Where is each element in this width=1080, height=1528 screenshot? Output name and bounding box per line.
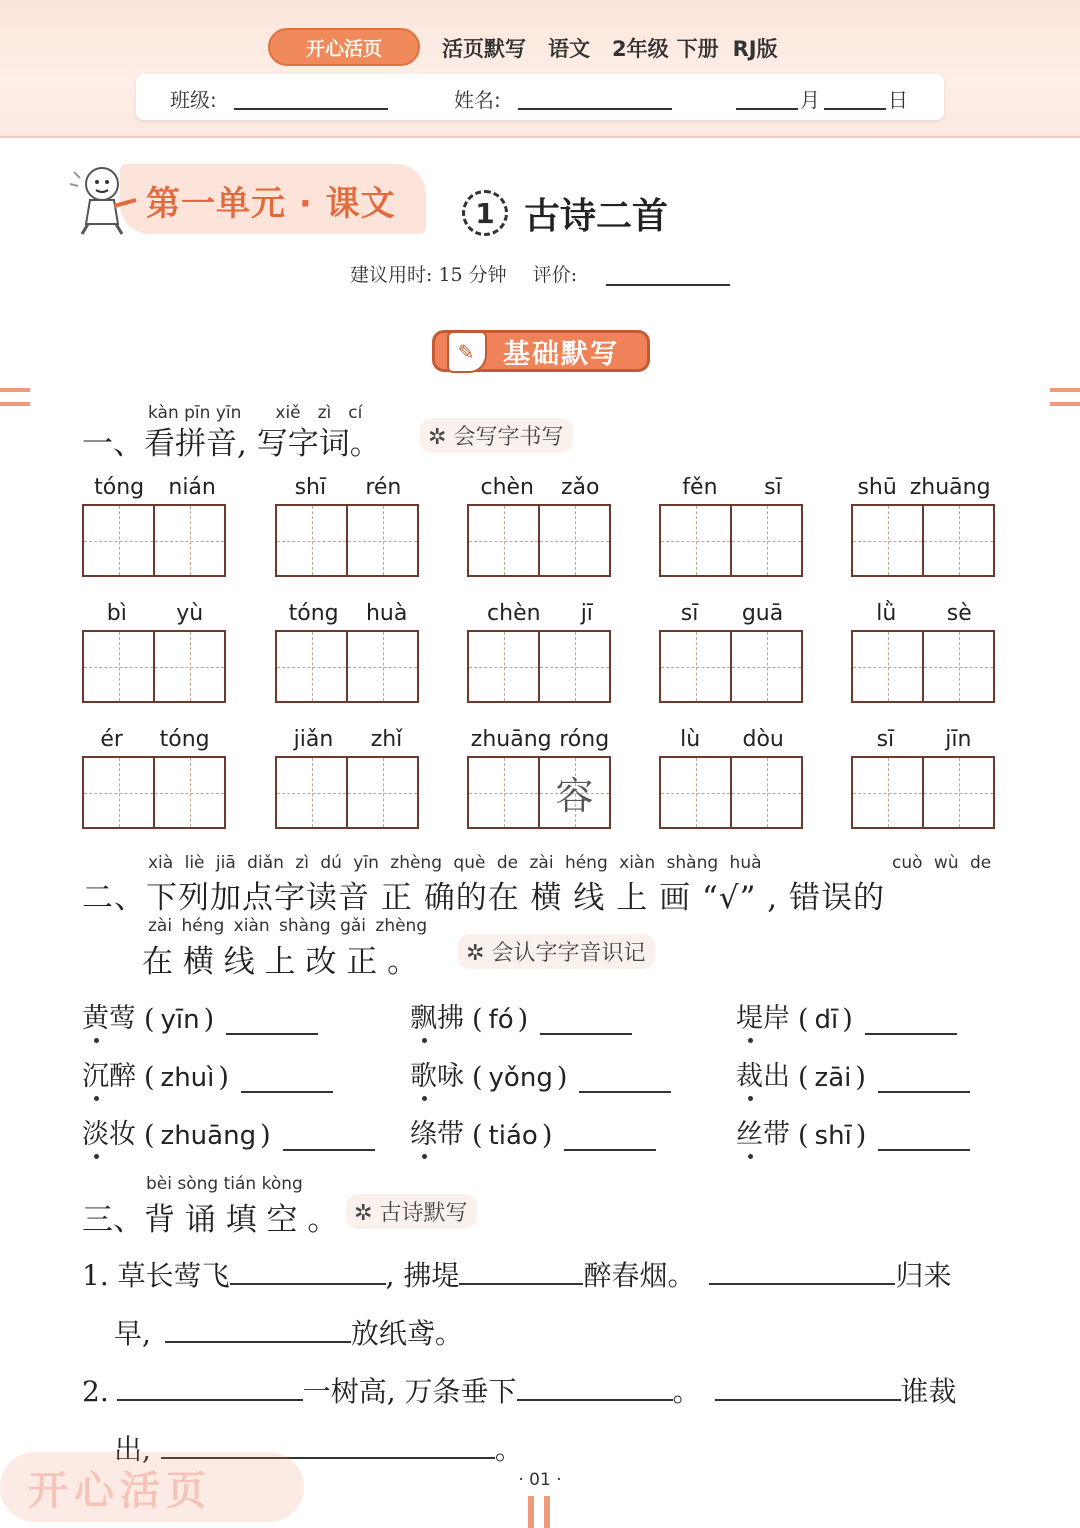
paren-open: ( [472, 1004, 483, 1035]
lesson-title: 古诗二首 [524, 196, 669, 237]
class-label: 班级: [170, 88, 217, 112]
pinyin-syllable: ér [100, 726, 123, 752]
paren-close: ) [855, 1120, 867, 1151]
item-word [82, 1054, 136, 1093]
item-word-text: 淡妆 [82, 1119, 136, 1150]
pinyin-syllable: tóng [94, 474, 145, 500]
writing-box[interactable] [659, 504, 732, 577]
poem-2-blank-2[interactable] [517, 1377, 673, 1401]
watermark-logo: 开心活页 [0, 1452, 304, 1522]
item-pinyin: yǒng [488, 1063, 553, 1093]
emphasis-dot [748, 1096, 753, 1101]
pinyin-syllable: jīn [945, 726, 972, 752]
section-badge-label: 基础默写 [503, 338, 619, 370]
emphasis-dot [422, 1096, 427, 1101]
pinyin-syllable: sī [764, 474, 782, 500]
word-cell [467, 598, 613, 703]
item-word [82, 996, 136, 1035]
emphasis-dot [94, 1096, 99, 1101]
pinyin-syllable: lù [680, 726, 701, 752]
eval-field[interactable] [606, 284, 730, 286]
day-label: 日 [888, 88, 908, 112]
item-pinyin: yīn [160, 1005, 200, 1035]
part1-pinyin: kàn pīn yīn xiě zì cí [148, 403, 363, 423]
item-word-text: 丝带 [736, 1119, 790, 1150]
emphasis-dot [422, 1154, 427, 1159]
word-pinyin [275, 472, 421, 502]
pronunciation-item [736, 1054, 970, 1093]
pinyin-syllable: zǎo [561, 474, 600, 500]
writing-box[interactable] [538, 504, 611, 577]
pronunciation-item [410, 1054, 671, 1093]
word-cell [467, 724, 613, 829]
pinyin-syllable: guā [741, 600, 784, 626]
month-label: 月 [800, 88, 820, 112]
lesson-number-badge: 1 [462, 190, 508, 236]
paren-open: ( [798, 1120, 809, 1151]
paren-close: ) [260, 1120, 271, 1151]
page-number: · 01 · [518, 1470, 562, 1490]
answer-line[interactable] [226, 1009, 318, 1035]
poem-1b-text-b: 放纸鸢。 [350, 1317, 463, 1350]
paren-open: ( [798, 1004, 809, 1035]
pinyin-syllable: lǜ [876, 600, 897, 626]
word-cell [467, 472, 613, 577]
poem-1b-text-a: 早, [114, 1317, 151, 1350]
word-cell [82, 472, 228, 577]
pronunciation-item [736, 1112, 970, 1151]
poem-1-text-a: 1. 草长莺飞 [82, 1259, 230, 1292]
item-word-text: 黄莺 [82, 1003, 136, 1034]
item-pinyin: zhuì [160, 1063, 215, 1093]
paren-close: ) [556, 1062, 568, 1093]
writing-box[interactable] [346, 630, 419, 703]
item-word-text: 绦带 [410, 1119, 464, 1150]
emphasis-dot [748, 1154, 753, 1159]
pinyin-syllable: chèn [480, 474, 535, 500]
poem-1-text-b: , 拂堤 [385, 1259, 460, 1292]
word-pinyin [82, 598, 228, 628]
pinyin-syllable: jiǎn [293, 726, 334, 752]
pinyin-syllable: fěn [682, 474, 718, 500]
paren-close: ) [541, 1120, 553, 1151]
item-word [736, 1054, 790, 1093]
term: 下册 [676, 37, 719, 61]
part2-heading-line2: 在 横 线 上 改 正 。 [142, 944, 419, 980]
item-word [736, 996, 790, 1035]
writing-box[interactable] [922, 756, 995, 829]
pinyin-syllable: huà [365, 600, 408, 626]
word-pinyin [82, 724, 228, 754]
emphasis-dot [422, 1038, 427, 1043]
item-word-text: 堤岸 [736, 1003, 790, 1034]
brand-logo [268, 28, 420, 66]
writing-box[interactable] [82, 504, 155, 577]
pencil-note-icon: ✎ [447, 331, 487, 373]
binding-mark-left [0, 382, 30, 412]
pinyin-syllable: sè [946, 600, 972, 626]
answer-line[interactable] [540, 1009, 632, 1035]
class-field[interactable] [234, 108, 388, 110]
word-cell [851, 598, 997, 703]
pinyin-syllable: chèn [487, 600, 541, 626]
answer-line[interactable] [878, 1067, 970, 1093]
emphasis-dot [748, 1038, 753, 1043]
word-cell [659, 472, 805, 577]
item-pinyin: zhuāng [160, 1121, 257, 1151]
pronunciation-item [82, 996, 318, 1035]
writing-box[interactable] [346, 756, 419, 829]
writing-box[interactable] [467, 630, 540, 703]
poem-1-blank-3[interactable] [709, 1261, 895, 1285]
name-field[interactable] [518, 108, 672, 110]
series-name: 活页默写 [442, 37, 526, 61]
paren-open: ( [144, 1062, 155, 1093]
month-field[interactable] [736, 108, 798, 110]
word-cell [851, 472, 997, 577]
paren-close: ) [218, 1062, 229, 1093]
writing-box[interactable] [730, 756, 803, 829]
word-cell [659, 598, 805, 703]
part2-pinyin-line1: xià liè jiā diǎn zì dú yīn zhèng què de zài héng xiàn shàng huà [148, 853, 762, 873]
item-word-text: 歌咏 [410, 1061, 464, 1092]
poem-2-blank-3[interactable] [715, 1377, 901, 1401]
word-pinyin [659, 598, 805, 628]
paren-open: ( [144, 1120, 155, 1151]
item-word [410, 1054, 464, 1093]
word-pinyin [467, 472, 613, 502]
poem-line-2 [82, 1370, 957, 1410]
pinyin-syllable: bì [106, 600, 127, 626]
writing-box[interactable] [538, 756, 611, 829]
word-pinyin [851, 724, 997, 754]
writing-box[interactable] [153, 630, 226, 703]
writing-box[interactable] [467, 756, 540, 829]
paren-close: ) [855, 1062, 866, 1093]
paren-close: ) [517, 1004, 529, 1035]
word-cell [275, 724, 421, 829]
pinyin-syllable: shū [857, 474, 897, 500]
pronunciation-item [410, 996, 632, 1035]
emphasis-dot [94, 1154, 99, 1159]
part2-heading-line1: 二、下列加点字读音 正 确的在 横 线 上 画 “√” , 错误的 [82, 880, 885, 916]
part3-tip-text: 古诗默写 [379, 1201, 468, 1226]
writing-box[interactable] [922, 630, 995, 703]
part3-tip [346, 1194, 477, 1229]
poem-line-1b [114, 1312, 463, 1352]
paren-open: ( [144, 1004, 155, 1035]
poem-1b-blank[interactable] [165, 1319, 351, 1343]
writing-box[interactable] [730, 630, 803, 703]
suggested-time [350, 260, 577, 287]
writing-box[interactable] [922, 504, 995, 577]
poem-2b-text-a: 出, [114, 1433, 151, 1466]
name-label: 姓名: [454, 88, 501, 112]
part3-heading: 三、背 诵 填 空 。 [82, 1202, 339, 1238]
part1-tip [420, 418, 573, 453]
answer-line[interactable] [878, 1125, 970, 1151]
item-word-text: 沉醉 [82, 1061, 136, 1092]
poem-1-blank-2[interactable] [459, 1261, 583, 1285]
pronunciation-item [82, 1112, 375, 1151]
item-word [410, 996, 464, 1035]
binding-mark-bottom [524, 1496, 556, 1528]
time-text: 建议用时: 15 分钟 [350, 264, 507, 286]
part2-tip-text: 会认字字音识记 [491, 941, 646, 966]
writing-box[interactable] [275, 756, 348, 829]
poem-1-blank-1[interactable] [230, 1261, 386, 1285]
writing-box[interactable] [275, 630, 348, 703]
edition: RJ版 [732, 37, 778, 61]
gear-icon: ✲ [354, 1201, 373, 1226]
emphasis-dot [94, 1038, 99, 1043]
poem-2-blank-1[interactable] [117, 1377, 303, 1401]
part2-tip [458, 934, 655, 969]
pronunciation-item [82, 1054, 333, 1093]
answer-line[interactable] [564, 1125, 656, 1151]
part1-heading: 一、看拼音, 写字词。 [82, 426, 381, 462]
pinyin-syllable: rén [365, 474, 402, 500]
writing-box[interactable] [538, 630, 611, 703]
header-info [442, 32, 778, 64]
part2-pinyin-line1-end: cuò wù de [892, 853, 992, 873]
item-word [82, 1112, 136, 1151]
item-pinyin: dī [814, 1005, 839, 1035]
item-pinyin: tiáo [488, 1121, 538, 1151]
paren-close: ) [842, 1004, 853, 1035]
paren-open: ( [798, 1062, 809, 1093]
pronunciation-item [410, 1112, 656, 1151]
writing-box[interactable] [153, 756, 226, 829]
word-pinyin [851, 472, 997, 502]
binding-mark-right [1050, 382, 1080, 412]
writing-box[interactable] [730, 504, 803, 577]
grade: 2年级 [612, 37, 669, 61]
mascot-icon [66, 160, 140, 238]
poem-2-text-d: 谁裁 [900, 1375, 957, 1408]
writing-box[interactable] [659, 756, 732, 829]
paren-open: ( [472, 1062, 483, 1093]
writing-box[interactable] [659, 630, 732, 703]
item-word-text: 裁出 [736, 1061, 790, 1092]
subject: 语文 [548, 37, 590, 61]
poem-line-1 [82, 1254, 951, 1294]
part3-pinyin: bèi sòng tián kòng [146, 1174, 303, 1194]
word-cell [851, 724, 997, 829]
pinyin-syllable: sī [876, 726, 895, 752]
item-pinyin: zāi [814, 1063, 852, 1093]
pinyin-syllable: tóng [159, 726, 210, 752]
answer-line[interactable] [283, 1125, 375, 1151]
writing-box[interactable] [851, 630, 924, 703]
eval-label: 评价: [532, 264, 578, 286]
pinyin-syllable: yù [176, 600, 204, 626]
paren-close: ) [203, 1004, 215, 1035]
pinyin-syllable: nián [168, 474, 216, 500]
word-pinyin [275, 598, 421, 628]
pinyin-syllable: tóng [288, 600, 339, 626]
writing-box[interactable] [82, 756, 155, 829]
word-pinyin [659, 472, 805, 502]
word-cell [659, 724, 805, 829]
poem-2-text-b: 一树高, 万条垂下 [302, 1375, 517, 1408]
section-badge [432, 330, 650, 372]
poem-1-text-d: 归来 [895, 1259, 952, 1292]
writing-box[interactable] [851, 756, 924, 829]
poem-2-text-a: 2. [82, 1375, 109, 1408]
word-cell [82, 598, 228, 703]
word-cell [275, 472, 421, 577]
writing-box[interactable] [275, 504, 348, 577]
pinyin-syllable: zhuāng [909, 474, 991, 500]
writing-box[interactable] [153, 504, 226, 577]
item-pinyin: fó [488, 1005, 514, 1035]
gear-icon: ✲ [466, 941, 485, 966]
writing-box[interactable] [851, 504, 924, 577]
poem-1-text-c: 醉春烟。 [583, 1259, 696, 1292]
student-info-strip [136, 74, 944, 120]
word-pinyin [467, 598, 613, 628]
word-pinyin [467, 724, 613, 754]
box-character: 容 [555, 774, 594, 818]
item-pinyin: shī [814, 1121, 852, 1151]
day-field[interactable] [824, 108, 886, 110]
writing-box[interactable] [346, 504, 419, 577]
answer-line[interactable] [241, 1067, 333, 1093]
writing-box[interactable] [467, 504, 540, 577]
poem-2-text-c: 。 [672, 1375, 701, 1408]
part2-pinyin-line2: zài héng xiàn shàng gǎi zhèng [148, 916, 428, 936]
unit-title: 第一单元 · 课文 [146, 184, 396, 224]
word-cell [275, 598, 421, 703]
item-word [410, 1112, 464, 1151]
logo-text: 开心活页 [305, 37, 382, 60]
pinyin-syllable: sī [680, 600, 699, 626]
pinyin-syllable: shī [294, 474, 327, 500]
word-pinyin [851, 598, 997, 628]
pronunciation-item [736, 996, 957, 1035]
poem-2b-text-b: 。 [494, 1433, 523, 1466]
pinyin-syllable: róng [559, 726, 610, 752]
word-pinyin [275, 724, 421, 754]
pinyin-syllable: zhǐ [370, 726, 403, 752]
answer-line[interactable] [579, 1067, 671, 1093]
pinyin-syllable: zhuāng [470, 726, 552, 752]
pinyin-syllable: jī [580, 600, 593, 626]
gear-icon: ✲ [428, 425, 447, 450]
pinyin-syllable: dòu [742, 726, 784, 752]
word-pinyin [659, 724, 805, 754]
paren-open: ( [472, 1120, 483, 1151]
answer-line[interactable] [865, 1009, 957, 1035]
word-pinyin [82, 472, 228, 502]
part1-tip-text: 会写字书写 [453, 425, 564, 450]
item-word [736, 1112, 790, 1151]
writing-box[interactable] [82, 630, 155, 703]
word-cell [82, 724, 228, 829]
item-word-text: 飘拂 [410, 1003, 464, 1034]
